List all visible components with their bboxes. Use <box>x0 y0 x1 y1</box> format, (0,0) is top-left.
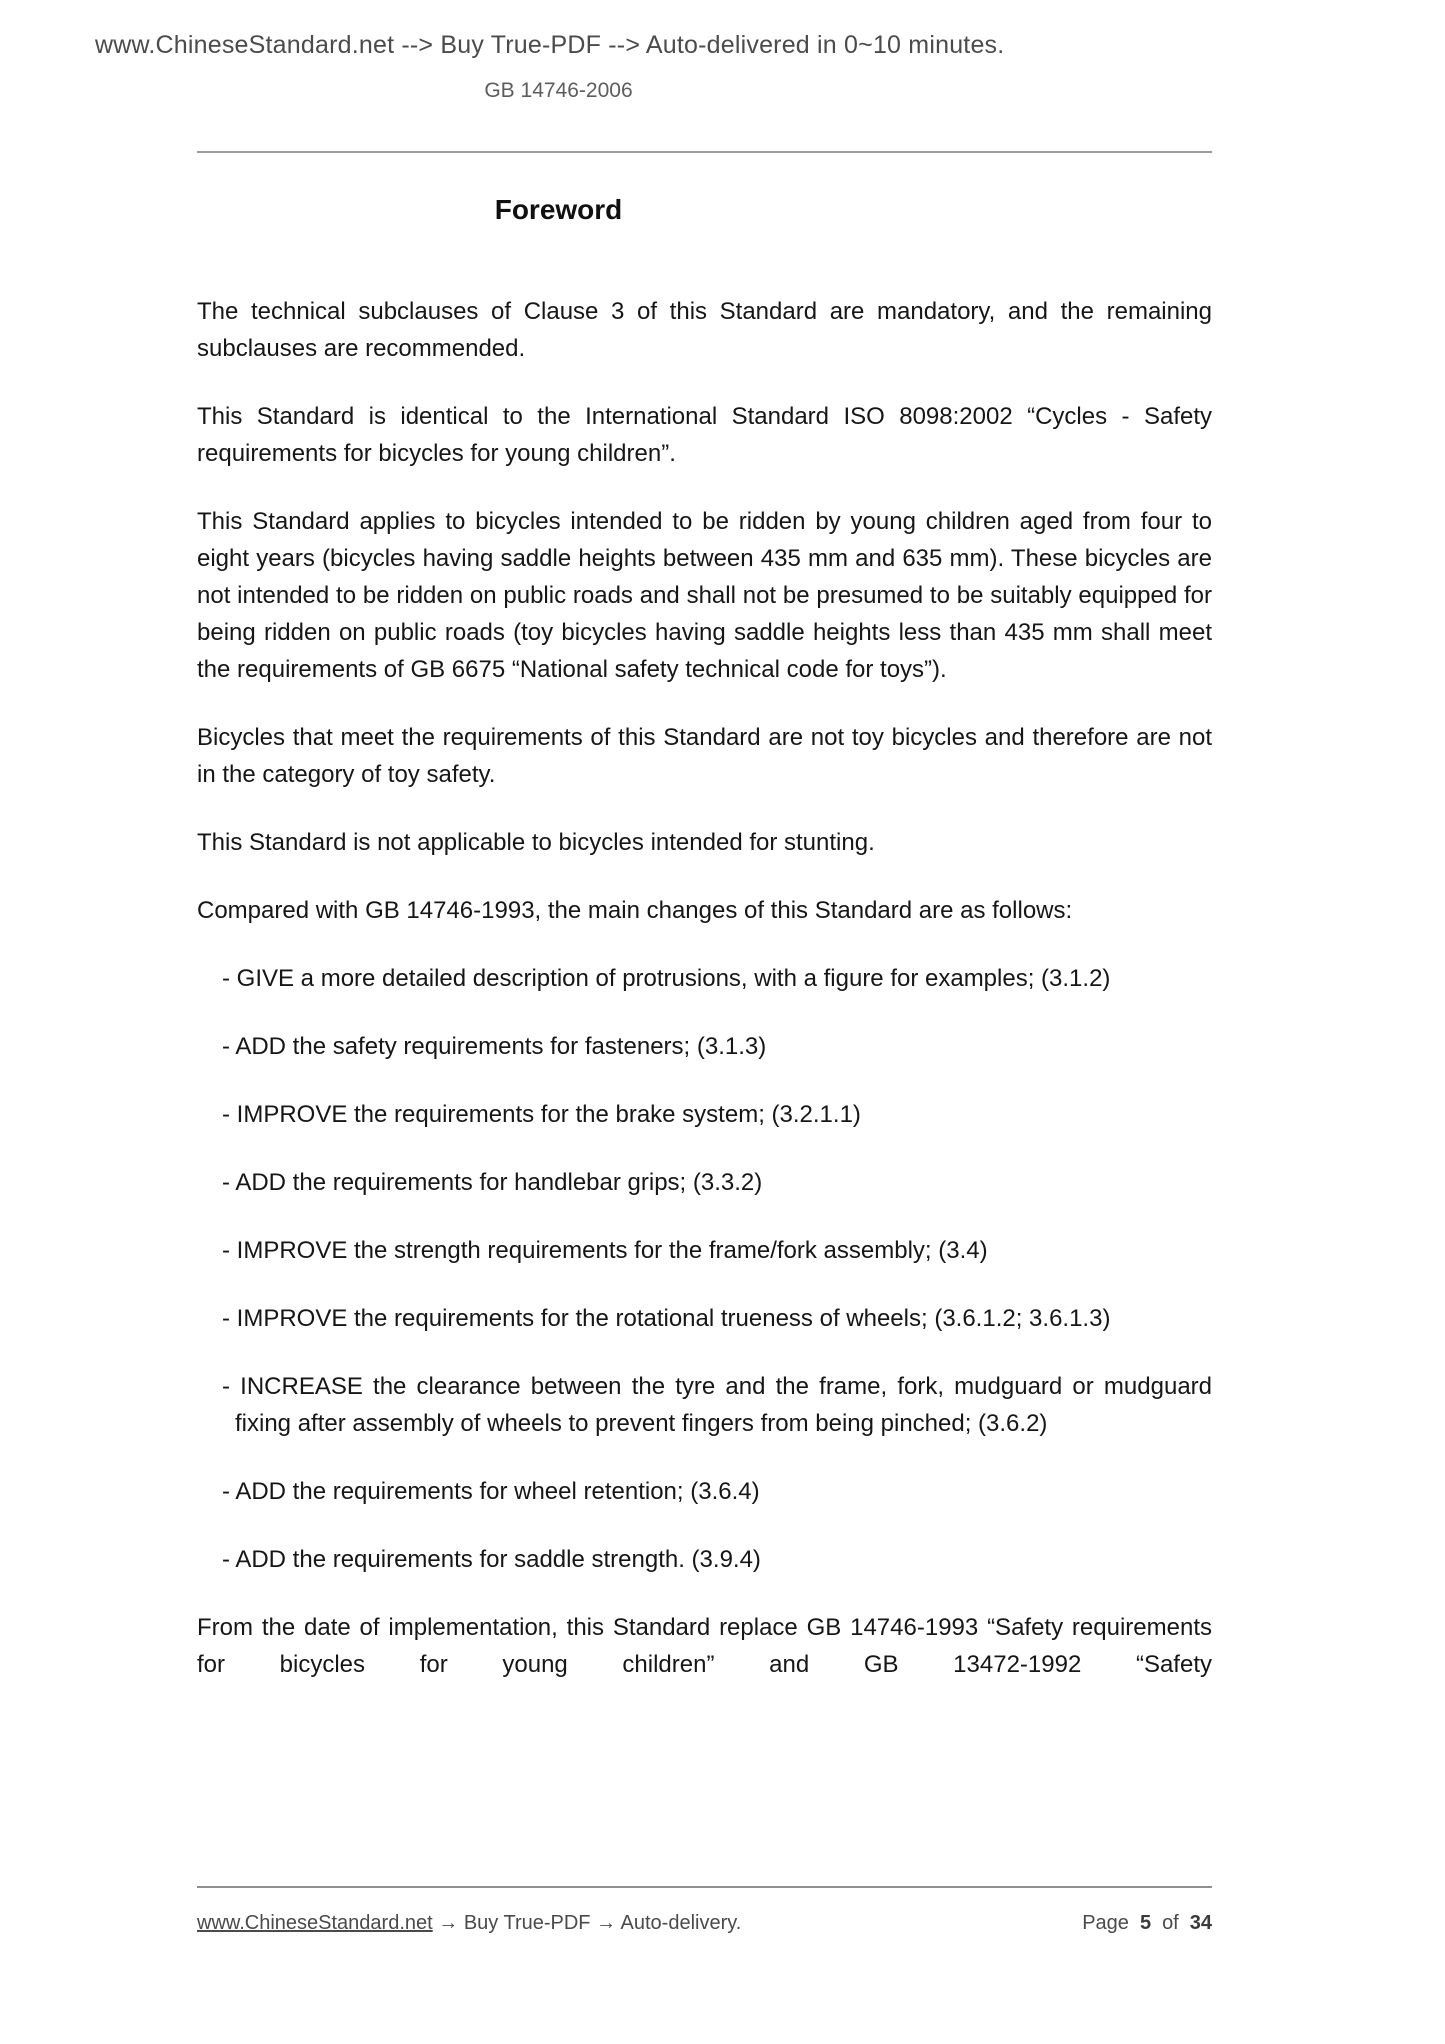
paragraph: Compared with GB 14746-1993, the main changes of this Standard are as follows: <box>197 897 1073 924</box>
total-pages: 34 <box>1189 1912 1212 1934</box>
change-item: - ADD the safety requirements for fasteners; (3.1.3) <box>222 1033 767 1060</box>
change-item: - ADD the requirements for wheel retention; (3.6.4) <box>222 1478 760 1505</box>
change-list <box>197 960 1212 1578</box>
doc-number: GB 14746-2006 <box>484 79 633 102</box>
change-item: - ADD the requirements for saddle strength. (3.9.4) <box>222 1546 761 1573</box>
page-indicator <box>1082 1912 1212 1935</box>
footer-rule <box>197 1886 1212 1888</box>
paragraph: This Standard applies to bicycles intended to be ridden by young children aged from four to eight years (bicycles having saddle heights between 435 mm and 635 mm). These bicycles are not intended to be ridden on public roads and shall not be presumed to be suitably equipped for being ridden on public roads (toy bicycles having saddle heights less than 435 mm shall meet the requirements of GB 6675 “National safety technical code for toys”). <box>197 508 1212 683</box>
top-rule <box>197 151 1212 153</box>
content-column <box>197 293 1212 1714</box>
paragraph: Bicycles that meet the requirements of this Standard are not toy bicycles and therefore are not in the category of toy safety. <box>197 724 1212 788</box>
change-item: - IMPROVE the strength requirements for the frame/fork assembly; (3.4) <box>222 1237 988 1264</box>
footer-site-link[interactable]: www.ChineseStandard.net <box>197 1912 433 1934</box>
change-item: - IMPROVE the requirements for the rotational trueness of wheels; (3.6.1.2; 3.6.1.3) <box>222 1305 1111 1332</box>
footer-tail: → Buy True-PDF → Auto-delivery. <box>432 1912 742 1934</box>
closing-paragraph: From the date of implementation, this Standard replace GB 14746-1993 “Safety requirements for bicycles for young children” and GB 13472-1992 “Safety <box>197 1614 1212 1678</box>
header-banner: www.ChineseStandard.net --> Buy True-PDF --> Auto-delivered in 0~10 minutes. <box>95 31 1005 59</box>
change-item: - IMPROVE the requirements for the brake system; (3.2.1.1) <box>222 1101 861 1128</box>
change-item: - GIVE a more detailed description of protrusions, with a figure for examples; (3.1.2) <box>222 965 1111 992</box>
change-item: - INCREASE the clearance between the tyre and the frame, fork, mudguard or mudguard fixing after assembly of wheels to prevent fingers from being pinched; (3.6.2) <box>222 1373 1212 1437</box>
paragraph: The technical subclauses of Clause 3 of this Standard are mandatory, and the remaining subclauses are recommended. <box>197 298 1212 362</box>
page-word: Page <box>1082 1912 1129 1934</box>
footer-left <box>197 1912 741 1935</box>
of-word: of <box>1162 1912 1179 1934</box>
page-title: Foreword <box>494 194 623 225</box>
change-item: - ADD the requirements for handlebar grips; (3.3.2) <box>222 1169 763 1196</box>
paragraph: This Standard is identical to the International Standard ISO 8098:2002 “Cycles - Safety requirements for bicycles for young children”. <box>197 403 1212 467</box>
footer <box>197 1912 1212 1935</box>
page-number: 5 <box>1139 1912 1152 1934</box>
paragraph: This Standard is not applicable to bicycles intended for stunting. <box>197 829 875 856</box>
